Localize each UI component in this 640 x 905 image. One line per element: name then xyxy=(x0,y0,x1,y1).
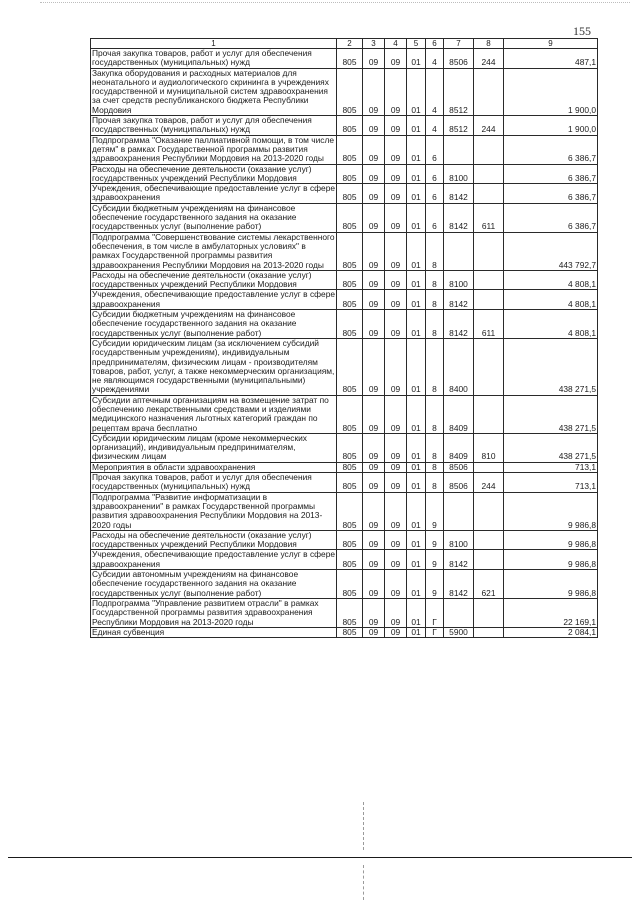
cell-description: Мероприятия в области здравоохранения xyxy=(91,462,337,472)
cell-amount: 4 808,1 xyxy=(504,290,598,310)
cell-program: 01 xyxy=(407,310,426,339)
cell-program: 01 xyxy=(407,338,426,395)
cell-amount: 6 386,7 xyxy=(504,203,598,232)
col-header-3: 3 xyxy=(363,39,385,49)
cell-expense-code: 8409 xyxy=(444,395,474,433)
cell-subprogram: 9 xyxy=(426,492,444,530)
cell-ministry-code: 805 xyxy=(337,232,363,270)
cell-expense-type: 611 xyxy=(474,203,504,232)
cell-ministry-code: 805 xyxy=(337,395,363,433)
cell-subsection: 09 xyxy=(385,598,407,627)
cell-ministry-code: 805 xyxy=(337,310,363,339)
cell-expense-type xyxy=(474,627,504,637)
cell-description: Прочая закупка товаров, работ и услуг для обеспечения государственных (муниципальных) нужд xyxy=(91,49,337,69)
cell-expense-type xyxy=(474,290,504,310)
table-row xyxy=(91,530,598,550)
cell-program: 01 xyxy=(407,49,426,69)
cell-expense-code: 8506 xyxy=(444,49,474,69)
cell-program: 01 xyxy=(407,473,426,493)
cell-expense-code: 8142 xyxy=(444,184,474,204)
col-header-7: 7 xyxy=(444,39,474,49)
cell-expense-code xyxy=(444,232,474,270)
cell-expense-code: 8512 xyxy=(444,68,474,115)
cell-subsection: 09 xyxy=(385,270,407,290)
table-row xyxy=(91,598,598,627)
cell-amount: 1 900,0 xyxy=(504,68,598,115)
cell-description: Учреждения, обеспечивающие предоставление услуг в сфере здравоохранения xyxy=(92,183,336,203)
cell-amount: 4 808,1 xyxy=(504,310,598,339)
col-header-6: 6 xyxy=(426,39,444,49)
cell-subprogram: 8 xyxy=(426,338,444,395)
table-row xyxy=(91,68,598,115)
cell-amount: 1 900,0 xyxy=(504,116,598,136)
cell-section: 09 xyxy=(363,232,385,270)
cell-expense-code xyxy=(444,598,474,627)
table-row xyxy=(91,232,598,270)
cell-amount: 9 986,8 xyxy=(504,570,598,599)
cell-subsection: 09 xyxy=(385,203,407,232)
cell-description: Прочая закупка товаров, работ и услуг для обеспечения государственных (муниципальных) нужд xyxy=(91,473,337,493)
col-header-8: 8 xyxy=(474,39,504,49)
cell-amount: 9 986,8 xyxy=(504,492,598,530)
cell-amount: 487,1 xyxy=(504,49,598,69)
cell-subprogram: 8 xyxy=(426,310,444,339)
cell-ministry-code: 805 xyxy=(337,49,363,69)
cell-section: 09 xyxy=(363,530,385,550)
table-row xyxy=(91,492,598,530)
table-row xyxy=(91,116,598,136)
cell-amount: 438 271,5 xyxy=(504,338,598,395)
cell-subsection: 09 xyxy=(385,530,407,550)
table-row xyxy=(91,184,598,204)
scan-edge-mark xyxy=(40,2,630,11)
cell-section: 09 xyxy=(363,462,385,472)
cell-subsection: 09 xyxy=(385,492,407,530)
cell-section: 09 xyxy=(363,433,385,462)
cell-section: 09 xyxy=(363,49,385,69)
cell-program: 01 xyxy=(407,433,426,462)
cell-program: 01 xyxy=(407,598,426,627)
cell-subsection: 09 xyxy=(385,627,407,637)
cell-description: Подпрограмма "Управление развитием отрасли" в рамках Государственной программы развития здравоохранения Республики Мордовия на 2013-2020 годы xyxy=(91,598,337,627)
page-number: 155 xyxy=(573,24,591,38)
cell-expense-code: 8142 xyxy=(444,570,474,599)
cell-ministry-code: 805 xyxy=(337,492,363,530)
cell-expense-type xyxy=(474,462,504,472)
col-header-4: 4 xyxy=(385,39,407,49)
cell-section: 09 xyxy=(363,164,385,184)
cell-section: 09 xyxy=(363,184,385,204)
cell-subprogram: 4 xyxy=(426,68,444,115)
cell-expense-code: 5900 xyxy=(444,627,474,637)
cell-subprogram: 9 xyxy=(426,550,444,570)
cell-description: Расходы на обеспечение деятельности (оказание услуг) государственных учреждений Республики Мордовия xyxy=(91,164,337,184)
cell-subprogram: 6 xyxy=(426,203,444,232)
cell-ministry-code: 805 xyxy=(337,627,363,637)
table-row xyxy=(91,49,598,69)
cell-amount: 713,1 xyxy=(504,473,598,493)
cell-subsection: 09 xyxy=(385,68,407,115)
cell-subsection: 09 xyxy=(385,290,407,310)
cell-description: Подпрограмма "Развитие информатизации в здравоохранении" в рамках Государственной программы развития здравоохранения Республики Мордовия на 2013-2020 годы xyxy=(91,492,337,530)
col-header-9: 9 xyxy=(504,39,598,49)
cell-expense-type xyxy=(474,530,504,550)
cell-subprogram: 8 xyxy=(426,462,444,472)
cell-ministry-code: 805 xyxy=(337,116,363,136)
cell-subsection: 09 xyxy=(385,164,407,184)
cell-program: 01 xyxy=(407,184,426,204)
cell-section: 09 xyxy=(363,550,385,570)
cell-expense-type xyxy=(474,598,504,627)
table-row xyxy=(91,462,598,472)
col-header-1: 1 xyxy=(91,39,337,49)
cell-description: Субсидии автономным учреждениям на финансовое обеспечение государственного задания на оказание государственных услуг (выполнение работ) xyxy=(91,570,337,599)
cell-subsection: 09 xyxy=(385,135,407,164)
cell-ministry-code: 805 xyxy=(337,290,363,310)
cell-expense-code: 8142 xyxy=(444,550,474,570)
cell-amount: 6 386,7 xyxy=(504,164,598,184)
cell-amount: 713,1 xyxy=(504,462,598,472)
cell-description: Расходы на обеспечение деятельности (оказание услуг) государственных учреждений Республики Мордовия xyxy=(91,270,337,290)
cell-section: 09 xyxy=(363,338,385,395)
cell-program: 01 xyxy=(407,570,426,599)
cell-expense-type: 244 xyxy=(474,49,504,69)
cell-subprogram: 8 xyxy=(426,232,444,270)
cell-description: Учреждения, обеспечивающие предоставление услуг в сфере здравоохранения xyxy=(92,289,336,309)
cell-subprogram: 4 xyxy=(426,116,444,136)
cell-expense-code: 8142 xyxy=(444,290,474,310)
cell-subsection: 09 xyxy=(385,116,407,136)
cell-ministry-code: 805 xyxy=(337,338,363,395)
cell-subprogram: 4 xyxy=(426,49,444,69)
cell-description: Субсидии аптечным организациям на возмещение затрат по обеспечению лекарственными средствами и изделиями медицинского назначения льготных категорий граждан по рецептам врача бесплатно xyxy=(91,395,337,433)
cell-ministry-code: 805 xyxy=(337,68,363,115)
cell-description: Закупка оборудования и расходных материалов для неонатального и аудиологического скрининга в учреждениях государственной и муниципальной систем здравоохранения за счет средств республиканского бюджета Республики Мордовия xyxy=(91,68,337,115)
cell-section: 09 xyxy=(363,68,385,115)
cell-program: 01 xyxy=(407,270,426,290)
cell-expense-type: 244 xyxy=(474,116,504,136)
cell-program: 01 xyxy=(407,203,426,232)
cell-expense-code: 8142 xyxy=(444,310,474,339)
table-row xyxy=(91,310,598,339)
cell-expense-type xyxy=(474,550,504,570)
cell-section: 09 xyxy=(363,395,385,433)
cell-program: 01 xyxy=(407,550,426,570)
cell-expense-type: 621 xyxy=(474,570,504,599)
cell-amount: 438 271,5 xyxy=(504,395,598,433)
cell-subprogram: 6 xyxy=(426,135,444,164)
table-row xyxy=(91,473,598,493)
cell-description: Субсидии юридическим лицам (за исключением субсидий государственным учреждениям), индивидуальным предпринимателям, физическим лицам - производителям товаров, работ, услуг, а также некоммерческим организациям, не являющимся государственными (муниципальными) учреждениями xyxy=(91,338,337,395)
cell-subsection: 09 xyxy=(385,338,407,395)
cell-ministry-code: 805 xyxy=(337,433,363,462)
cell-subsection: 09 xyxy=(385,310,407,339)
cell-expense-code xyxy=(444,492,474,530)
cell-program: 01 xyxy=(407,232,426,270)
cell-expense-type xyxy=(474,184,504,204)
table-row xyxy=(91,433,598,462)
cell-subprogram: 8 xyxy=(426,270,444,290)
table-header-row xyxy=(91,39,598,49)
cell-section: 09 xyxy=(363,135,385,164)
cell-description: Расходы на обеспечение деятельности (оказание услуг) государственных учреждений Республики Мордовия xyxy=(91,530,337,550)
cell-section: 09 xyxy=(363,570,385,599)
cell-expense-type: 611 xyxy=(474,310,504,339)
cell-amount: 9 986,8 xyxy=(504,530,598,550)
cell-program: 01 xyxy=(407,395,426,433)
table-row xyxy=(91,270,598,290)
cell-ministry-code: 805 xyxy=(337,598,363,627)
cell-ministry-code: 805 xyxy=(337,473,363,493)
table-row xyxy=(91,395,598,433)
cell-section: 09 xyxy=(363,270,385,290)
cell-section: 09 xyxy=(363,598,385,627)
cell-program: 01 xyxy=(407,68,426,115)
cell-ministry-code: 805 xyxy=(337,203,363,232)
cell-expense-type xyxy=(474,395,504,433)
col-header-2: 2 xyxy=(337,39,363,49)
cell-amount: 4 808,1 xyxy=(504,270,598,290)
cell-subsection: 09 xyxy=(385,462,407,472)
cell-ministry-code: 805 xyxy=(337,570,363,599)
cell-subsection: 09 xyxy=(385,550,407,570)
cell-program: 01 xyxy=(407,290,426,310)
cell-description: Учреждения, обеспечивающие предоставление услуг в сфере здравоохранения xyxy=(92,549,336,569)
cell-subprogram: Г xyxy=(426,627,444,637)
cell-expense-code xyxy=(444,135,474,164)
cell-subsection: 09 xyxy=(385,433,407,462)
cell-description: Подпрограмма "Оказание паллиативной помощи, в том числе детям" в рамках Государственной программы развития здравоохранения Республики Мордовия на 2013-2020 годы xyxy=(91,135,337,164)
cell-subsection: 09 xyxy=(385,184,407,204)
cell-expense-type xyxy=(474,164,504,184)
table-row xyxy=(91,550,598,570)
cell-section: 09 xyxy=(363,203,385,232)
cell-subsection: 09 xyxy=(385,395,407,433)
cell-ministry-code: 805 xyxy=(337,530,363,550)
cell-expense-type xyxy=(474,232,504,270)
cell-ministry-code: 805 xyxy=(337,462,363,472)
cell-subprogram: 6 xyxy=(426,164,444,184)
cell-expense-code: 8142 xyxy=(444,203,474,232)
cell-expense-type: 810 xyxy=(474,433,504,462)
cell-ministry-code: 805 xyxy=(337,270,363,290)
cell-expense-code: 8100 xyxy=(444,530,474,550)
cell-description: Субсидии юридическим лицам (кроме некоммерческих организаций), индивидуальным предпринимателям, физическим лицам xyxy=(91,433,337,462)
cell-subprogram: 9 xyxy=(426,530,444,550)
cell-subsection: 09 xyxy=(385,49,407,69)
scan-dash-line xyxy=(363,802,364,850)
cell-section: 09 xyxy=(363,627,385,637)
cell-amount: 9 986,8 xyxy=(504,550,598,570)
cell-subprogram: 9 xyxy=(426,570,444,599)
cell-amount: 2 084,1 xyxy=(504,627,598,637)
col-header-5: 5 xyxy=(407,39,426,49)
table-row xyxy=(91,135,598,164)
table-row xyxy=(91,164,598,184)
scan-dash-line-lower xyxy=(363,865,364,900)
table-row xyxy=(91,627,598,637)
cell-amount: 6 386,7 xyxy=(504,135,598,164)
cell-ministry-code: 805 xyxy=(337,550,363,570)
cell-amount: 22 169,1 xyxy=(504,598,598,627)
cell-expense-type xyxy=(474,338,504,395)
budget-table xyxy=(90,38,598,638)
cell-expense-type xyxy=(474,135,504,164)
cell-section: 09 xyxy=(363,310,385,339)
cell-subsection: 09 xyxy=(385,473,407,493)
cell-ministry-code: 805 xyxy=(337,164,363,184)
cell-description: Субсидии бюджетным учреждениям на финансовое обеспечение государственного задания на оказание государственных услуг (выполнение работ) xyxy=(91,203,337,232)
cell-expense-code: 8400 xyxy=(444,338,474,395)
cell-subprogram: Г xyxy=(426,598,444,627)
cell-amount: 443 792,7 xyxy=(504,232,598,270)
cell-subsection: 09 xyxy=(385,232,407,270)
table-row xyxy=(91,338,598,395)
cell-program: 01 xyxy=(407,627,426,637)
cell-amount: 438 271,5 xyxy=(504,433,598,462)
cell-expense-code: 8100 xyxy=(444,270,474,290)
cell-description: Подпрограмма "Совершенствование системы лекарственного обеспечения, в том числе в амбулаторных условиях" в рамках Государственной программы развития здравоохранения Республики Мордовия на 2013-2020 годы xyxy=(92,232,335,270)
cell-program: 01 xyxy=(407,462,426,472)
cell-expense-code: 8409 xyxy=(444,433,474,462)
cell-section: 09 xyxy=(363,290,385,310)
cell-expense-code: 8512 xyxy=(444,116,474,136)
cell-section: 09 xyxy=(363,116,385,136)
cell-description: Прочая закупка товаров, работ и услуг для обеспечения государственных (муниципальных) нужд xyxy=(91,116,337,136)
cell-section: 09 xyxy=(363,492,385,530)
cell-subprogram: 6 xyxy=(426,184,444,204)
page-bottom-rule xyxy=(8,857,632,858)
cell-section: 09 xyxy=(363,473,385,493)
cell-expense-code: 8100 xyxy=(444,164,474,184)
table-row xyxy=(91,203,598,232)
cell-program: 01 xyxy=(407,116,426,136)
cell-description: Субсидии бюджетным учреждениям на финансовое обеспечение государственного задания на оказание государственных услуг (выполнение работ) xyxy=(91,310,337,339)
cell-program: 01 xyxy=(407,164,426,184)
cell-amount: 6 386,7 xyxy=(504,184,598,204)
cell-expense-code: 8506 xyxy=(444,473,474,493)
cell-ministry-code: 805 xyxy=(337,135,363,164)
cell-expense-type xyxy=(474,492,504,530)
cell-subsection: 09 xyxy=(385,570,407,599)
cell-description: Единая субвенция xyxy=(91,627,337,637)
cell-program: 01 xyxy=(407,492,426,530)
cell-program: 01 xyxy=(407,530,426,550)
cell-subprogram: 8 xyxy=(426,473,444,493)
cell-subprogram: 8 xyxy=(426,395,444,433)
cell-subprogram: 8 xyxy=(426,290,444,310)
table-body xyxy=(91,49,598,638)
cell-expense-type xyxy=(474,270,504,290)
cell-program: 01 xyxy=(407,135,426,164)
cell-expense-type: 244 xyxy=(474,473,504,493)
cell-subprogram: 8 xyxy=(426,433,444,462)
table-row xyxy=(91,290,598,310)
cell-expense-type xyxy=(474,68,504,115)
cell-ministry-code: 805 xyxy=(337,184,363,204)
cell-expense-code: 8506 xyxy=(444,462,474,472)
table-row xyxy=(91,570,598,599)
